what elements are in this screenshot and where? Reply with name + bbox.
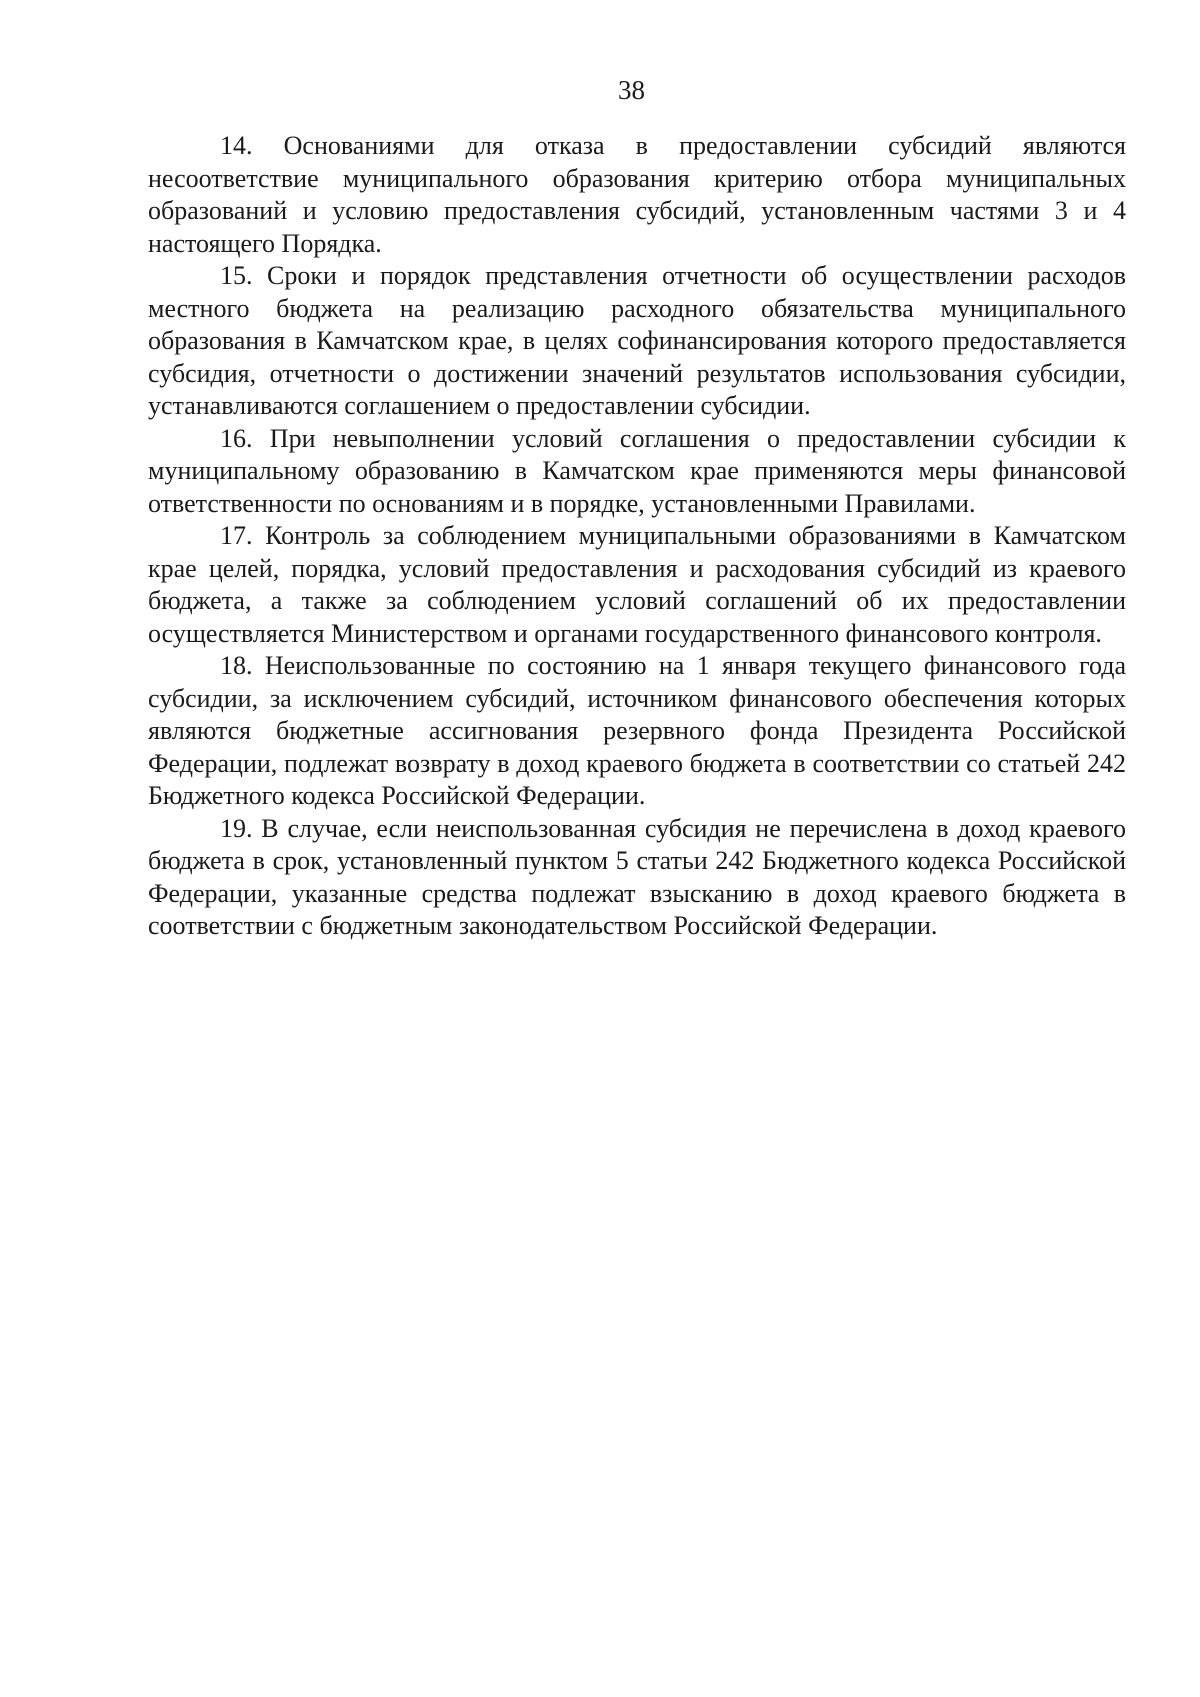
paragraph-16: 16. При невыполнении условий соглашения о предоставлении субсидии к муниципальному образованию в Камчатском крае применяются меры финансовой ответственности по основаниям и в порядке, установленными Правилами. — [148, 423, 1126, 518]
paragraph-17: 17. Контроль за соблюдением муниципальными образованиями в Камчатском крае целей, порядка, условий предоставления и расходования субсидий из краевого бюджета, а также за соблюдением условий соглашений об их предоставлении осуществляется Министерством и органами государственного финансового контроля. — [148, 521, 1126, 648]
paragraph-18: 18. Неиспользованные по состоянию на 1 января текущего финансового года субсидии, за исключением субсидий, источником финансового обеспечения которых являются бюджетные ассигнования резервного фонда Президента Российской Федерации, подлежат возврату в доход краевого бюджета в соответствии со статьей 242 Бюджетного кодекса Российской Федерации. — [148, 651, 1126, 810]
document-body — [148, 130, 1126, 943]
paragraph-19: 19. В случае, если неиспользованная субсидия не перечислена в доход краевого бюджета в срок, установленный пунктом 5 статьи 242 Бюджетного кодекса Российской Федерации, указанные средства подлежат взысканию в доход краевого бюджета в соответствии с бюджетным законодательством Российской Федерации. — [148, 813, 1126, 940]
page-number: 38 — [618, 75, 645, 105]
paragraph-15: 15. Сроки и порядок представления отчетности об осуществлении расходов местного бюджета на реализацию расходного обязательства муниципального образования в Камчатском крае, в целях софинансирования которого предоставляется субсидия, отчетности о достижении значений результатов использования субсидии, устанавливаются соглашением о предоставлении субсидии. — [148, 261, 1126, 420]
paragraph-14: 14. Основаниями для отказа в предоставлении субсидий являются несоответствие муниципального образования критерию отбора муниципальных образований и условию предоставления субсидий, установленным частями 3 и 4 настоящего Порядка. — [148, 131, 1126, 258]
